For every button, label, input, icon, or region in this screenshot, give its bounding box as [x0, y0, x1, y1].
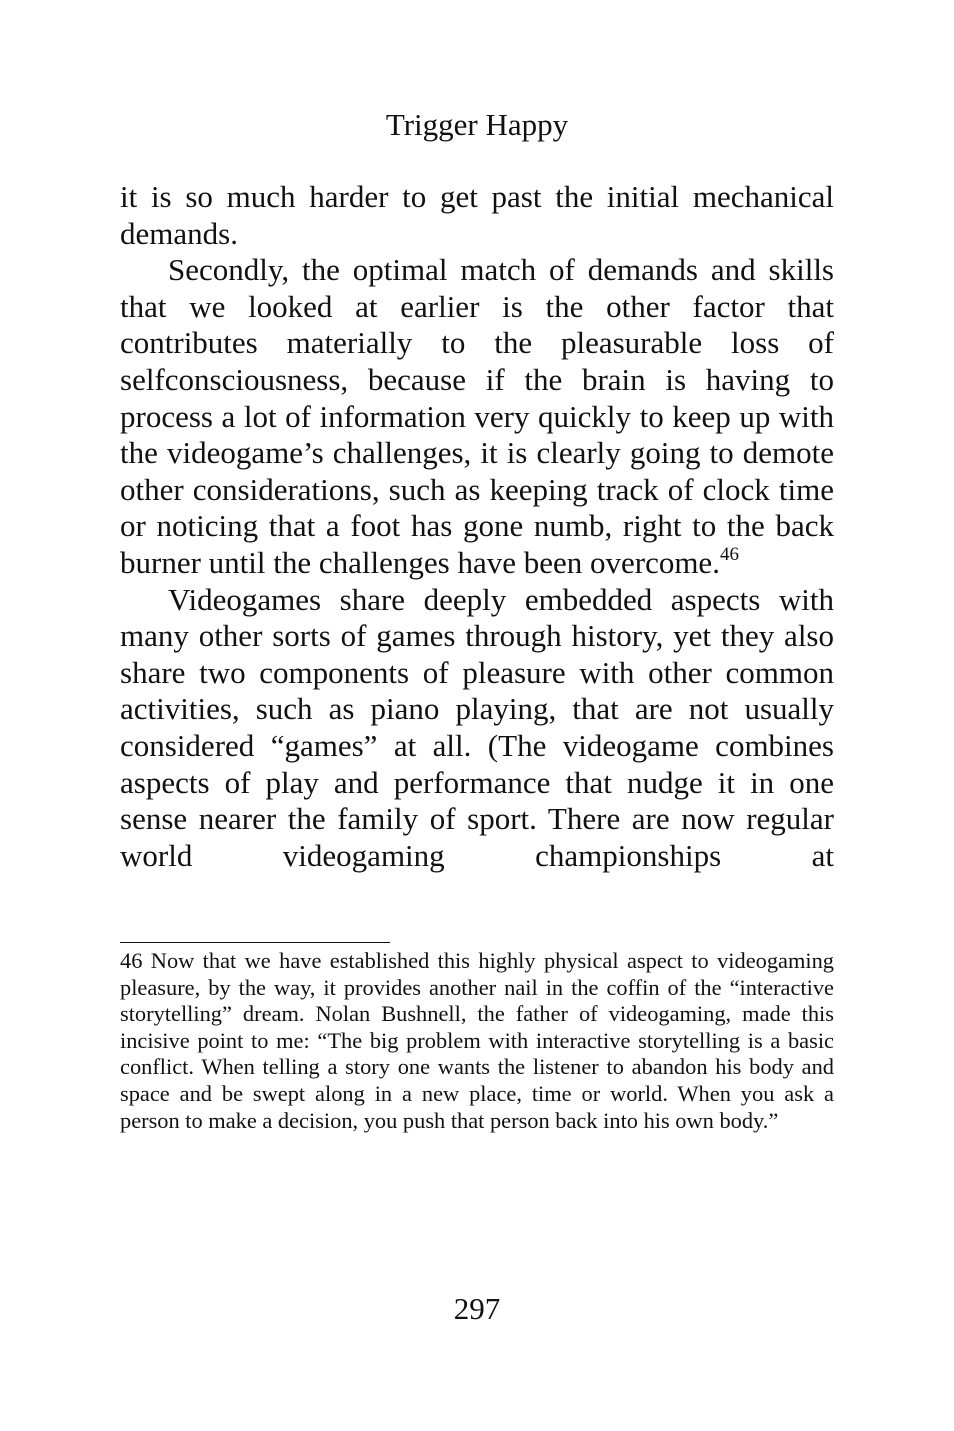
- running-head-title: Trigger Happy: [385, 107, 569, 142]
- page-number: 297: [453, 1291, 501, 1326]
- body-paragraph-3: Videogames share deeply embedded aspects with many other sorts of games through history, yet they also share two components of pleasure with other common activities, such as piano playing, that are not usually considered “games” at all. (The videogame combines aspects of play and performance that nudge it in one sense nearer the family of sport. There are now regular world videogaming championships at: [120, 581, 834, 873]
- body-paragraph-2-text: Secondly, the optimal match of demands and skills that we looked at earlier is the other factor that contributes materially to the pleasurable loss of selfconsciousness, because if the brain is having to process a lot of information very quickly to keep up with the videogame’s challenges, it is clearly going to demote other considerations, such as keeping track of clock time or noticing that a foot has gone numb, right to the back burner until the challenges have been overcome.: [120, 252, 834, 580]
- body-text: [120, 179, 834, 874]
- footnote-reference-46[interactable]: 46: [719, 543, 739, 565]
- footnote-46: 46 Now that we have established this highly physical aspect to videogaming pleasure, by the way, it provides another nail in the coffin of the “interactive storytelling” dream. Nolan Bushnell, the father of videogaming, made this incisive point to me: “The big problem with interactive storytelling is a basic conflict. When telling a story one wants the listener to abandon his body and space and be swept along in a new place, time or world. When you ask a person to make a decision, you push that person back into his own body.”: [120, 948, 834, 1133]
- footnote-separator-rule: [120, 942, 390, 943]
- body-paragraph-1: it is so much harder to get past the initial mechanical demands.: [120, 179, 834, 251]
- body-paragraph-2: [120, 252, 834, 581]
